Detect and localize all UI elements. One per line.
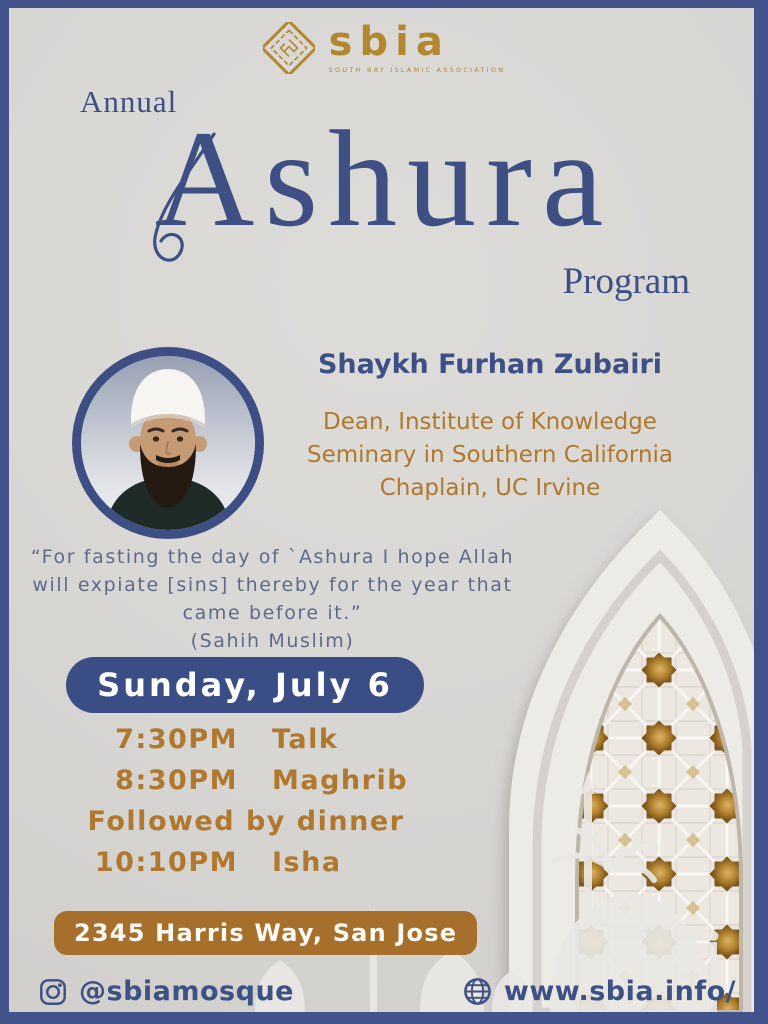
brand-text: [328, 19, 506, 74]
schedule-activity: Maghrib: [272, 765, 409, 796]
website-url: www.sbia.info/: [503, 976, 736, 1007]
speaker-avatar: [81, 356, 255, 530]
schedule-row: [66, 722, 426, 758]
title-swash-flourish-icon: [142, 128, 242, 278]
date-badge: [66, 657, 424, 713]
globe-icon: [462, 976, 493, 1007]
brand-name: sbia: [328, 19, 450, 65]
speaker-credentials: [265, 406, 715, 505]
schedule-time: 8:30PM: [115, 765, 238, 796]
page-title: Ashura: [154, 102, 614, 255]
quote-line: “For fasting the day of `Ashura I hope Allah: [30, 546, 515, 568]
schedule-time: 7:30PM: [115, 724, 238, 755]
sbia-kufic-emblem-icon: [263, 22, 315, 74]
title-kicker: Annual: [80, 84, 178, 119]
quote-source: (Sahih Muslim): [190, 630, 355, 652]
schedule-row: [66, 763, 426, 799]
speaker-photo: [72, 347, 264, 539]
title-suffix: Program: [562, 261, 690, 302]
address-badge: [54, 911, 477, 955]
schedule-time: 10:10PM: [94, 847, 238, 878]
footer: [38, 976, 736, 1007]
website-contact: [462, 976, 736, 1007]
quote-line: came before it.”: [182, 602, 363, 624]
speaker-credential-line: Seminary in Southern California: [306, 442, 674, 468]
brand-tagline: SOUTH BAY ISLAMIC ASSOCIATION: [328, 66, 506, 74]
schedule-row: [66, 845, 426, 881]
quote-line: will expiate [sins] thereby for the year that: [32, 574, 513, 596]
hadith-quote: [30, 543, 515, 655]
brand-logo: [0, 19, 768, 74]
speaker-credential-line: Chaplain, UC Irvine: [379, 475, 601, 501]
schedule-activity: Talk: [272, 724, 339, 755]
schedule-note: Followed by dinner: [87, 806, 405, 837]
event-schedule: [66, 722, 426, 886]
speaker-name: Shaykh Furhan Zubairi: [317, 349, 663, 380]
speaker-credential-line: Dean, Institute of Knowledge: [323, 409, 657, 435]
schedule-activity: Isha: [272, 847, 342, 878]
instagram-handle: @sbiamosque: [79, 976, 294, 1007]
instagram-contact: [38, 976, 294, 1007]
event-date: Sunday, July 6: [97, 666, 393, 704]
event-address: 2345 Harris Way, San Jose: [74, 919, 458, 947]
instagram-icon: [38, 977, 68, 1007]
